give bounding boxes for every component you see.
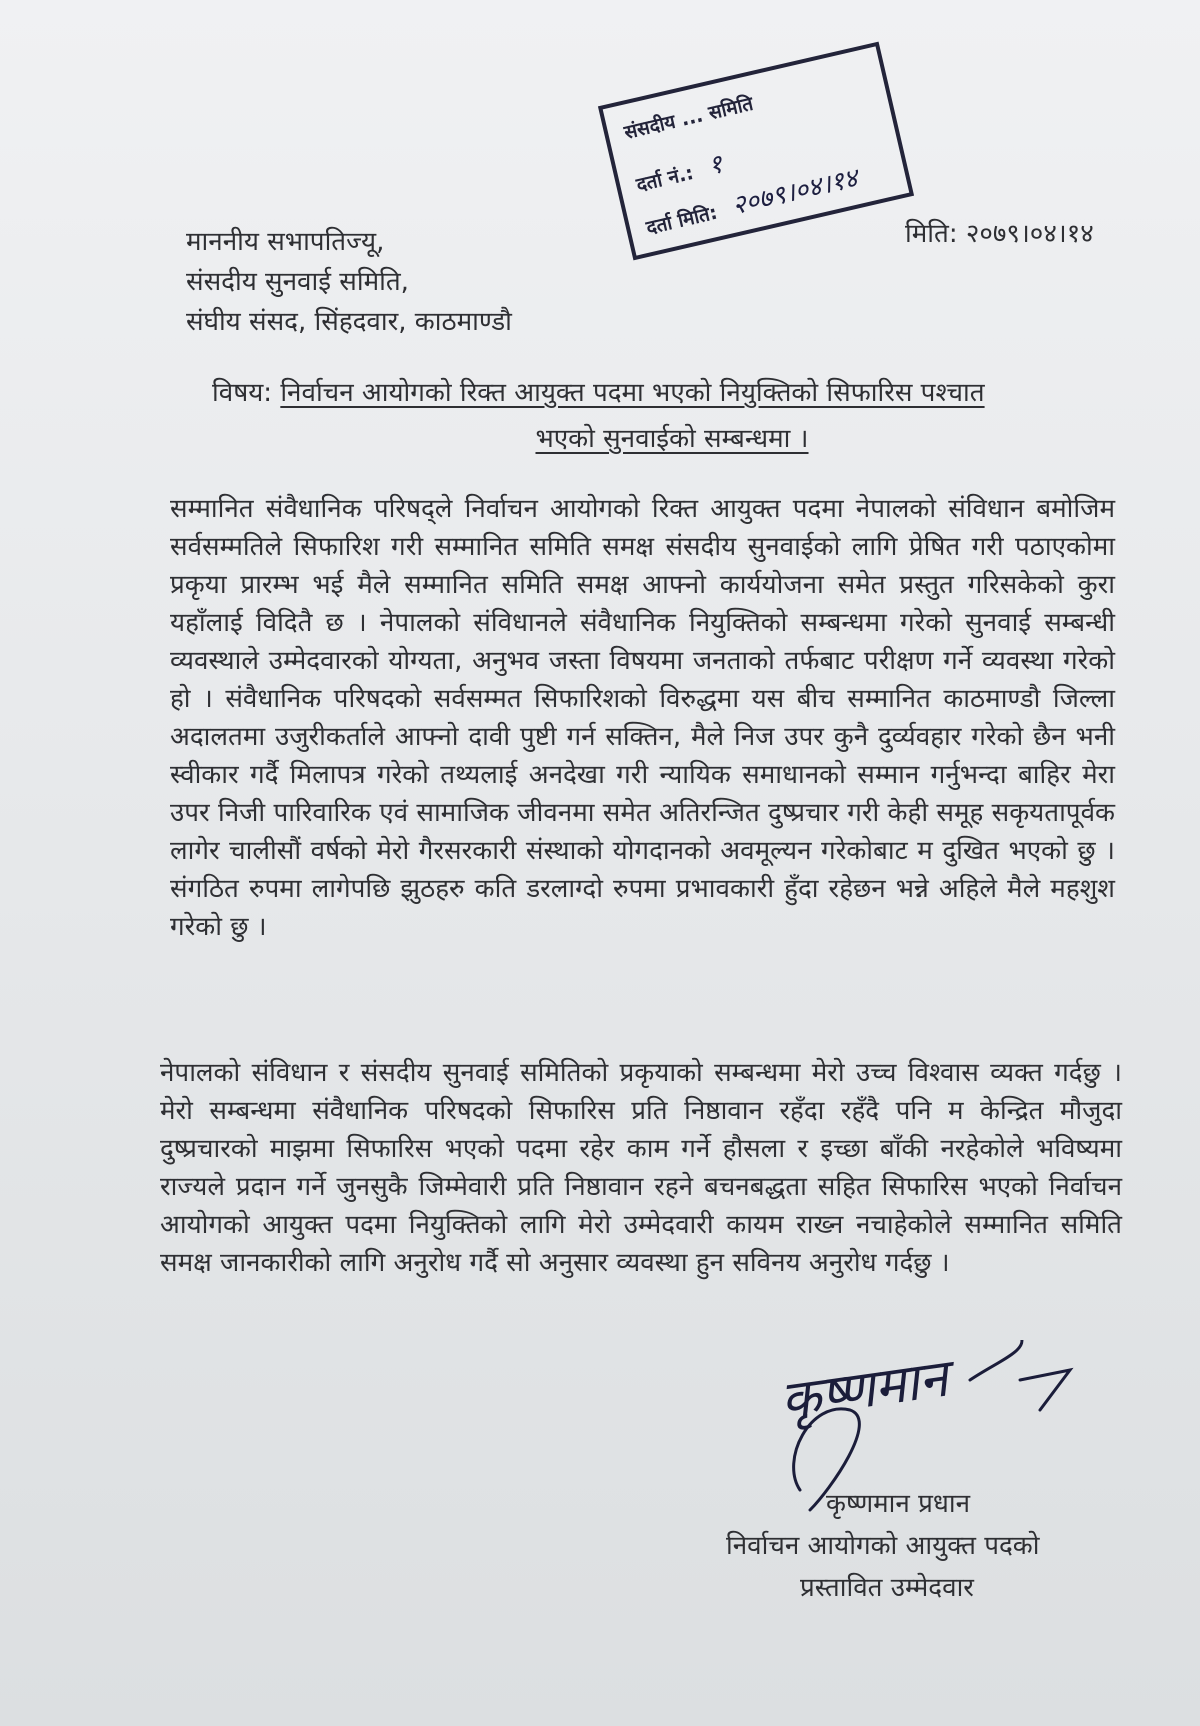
subject-text-line-2: भएको सुनवाईको सम्बन्धमा । bbox=[535, 424, 809, 454]
stamp-darta-number-value: १ bbox=[705, 149, 726, 182]
stamp-title: संसदीय ... समिति bbox=[622, 92, 756, 144]
subject-label: विषय: bbox=[212, 378, 273, 408]
recipient-line-1: माननीय सभापतिज्यू, bbox=[186, 227, 385, 257]
signer-name: कृष्णमान प्रधान bbox=[826, 1489, 971, 1519]
signer-title: निर्वाचन आयोगको आयुक्त पदको bbox=[726, 1531, 1040, 1561]
registration-stamp bbox=[598, 42, 914, 261]
letter-date: मिति: २०७९।०४।१४ bbox=[905, 219, 1094, 249]
stamp-darta-date-label: दर्ता मिति: bbox=[644, 201, 720, 240]
stamp-darta-number-label: दर्ता नं.: bbox=[634, 161, 696, 197]
signer-role: प्रस्तावित उम्मेदवार bbox=[800, 1573, 974, 1603]
recipient-line-2: संसदीय सुनवाई समिति, bbox=[186, 267, 409, 297]
subject-text-line-1: निर्वाचन आयोगको रिक्त आयुक्त पदमा भएको नियुक्तिको सिफारिस पश्चात bbox=[280, 378, 985, 408]
subject-block bbox=[212, 370, 1092, 462]
body-paragraph-2: नेपालको संविधान र संसदीय सुनवाई समितिको प्रकृयाको सम्बन्धमा मेरो उच्च विश्वास व्यक्त गर्दछु । मेरो सम्बन्धमा संवैधानिक परिषदको सिफारिस प्रति निष्ठावान रहँदा रहँदै पनि म केन्द्रित मौजुदा दुष्प्रचारको माझमा सिफारिस भएको पदमा रहेर काम गर्ने हौसला र इच्छा बाँकी नरहेकोले भविष्यमा राज्यले प्रदान गर्ने जुनसुकै जिम्मेवारी प्रति निष्ठावान रहने बचनबद्धता सहित सिफारिस भएको निर्वाचन आयोगको आयुक्त पदमा नियुक्तिको लागि मेरो उम्मेदवारी कायम राख्न नचाहेकोले सम्मानित समिति समक्ष जानकारीको लागि अनुरोध गर्दै सो अनुसार व्यवस्था हुन सविनय अनुरोध गर्दछु । bbox=[160, 1058, 1122, 1278]
recipient-line-3: संघीय संसद, सिंहदवार, काठमाण्डौ bbox=[186, 307, 512, 337]
stamp-darta-date-value: २०७९।०४।१४ bbox=[729, 163, 861, 222]
body-paragraph-1: सम्मानित संवैधानिक परिषद्ले निर्वाचन आयोगको रिक्त आयुक्त पदमा नेपालको संविधान बमोजिम सर्वसम्मतिले सिफारिश गरी सम्मानित समिति समक्ष संसदीय सुनवाईको लागि प्रेषित गरी पठाएकोमा प्रकृया प्रारम्भ भई मैले सम्मानित समिति समक्ष आफ्नो कार्ययोजना समेत प्रस्तुत गरिसकेको कुरा यहाँलाई विदितै छ । नेपालको संविधानले संवैधानिक नियुक्तिको सम्बन्धमा गरेको सुनवाई सम्बन्धी व्यवस्थाले उम्मेदवारको योग्यता, अनुभव जस्ता विषयमा जनताको तर्फबाट परीक्षण गर्ने व्यवस्था गरेको हो । संवैधानिक परिषदको सर्वसम्मत सिफारिशको विरुद्धमा यस बीच सम्मानित काठमाण्डौ जिल्ला अदालतमा उजुरीकर्ताले आफ्नो दावी पुष्टी गर्न सक्तिन, मैले निज उपर कुनै दुर्व्यवहार गरेको छैन भनी स्वीकार गर्दै मिलापत्र गरेको तथ्यलाई अनदेखा गरी न्यायिक समाधानको सम्मान गर्नुभन्दा बाहिर मेरा उपर निजी पारिवारिक एवं सामाजिक जीवनमा समेत अतिरन्जित दुष्प्रचार गरी केही समूह सकृयतापूर्वक लागेर चालीसौं वर्षको मेरो गैरसरकारी संस्थाको योगदानको अवमूल्यन गरेकोबाट म दुखित भएको छु । संगठित रुपमा लागेपछि झुठहरु कति डरलाग्दो रुपमा प्रभावकारी हुँदा रहेछन भन्ने अहिले मैले महशुश गरेको छु । bbox=[170, 494, 1115, 942]
handwritten-signature: कृष्णमान bbox=[776, 1348, 952, 1432]
recipient-address bbox=[186, 222, 512, 342]
